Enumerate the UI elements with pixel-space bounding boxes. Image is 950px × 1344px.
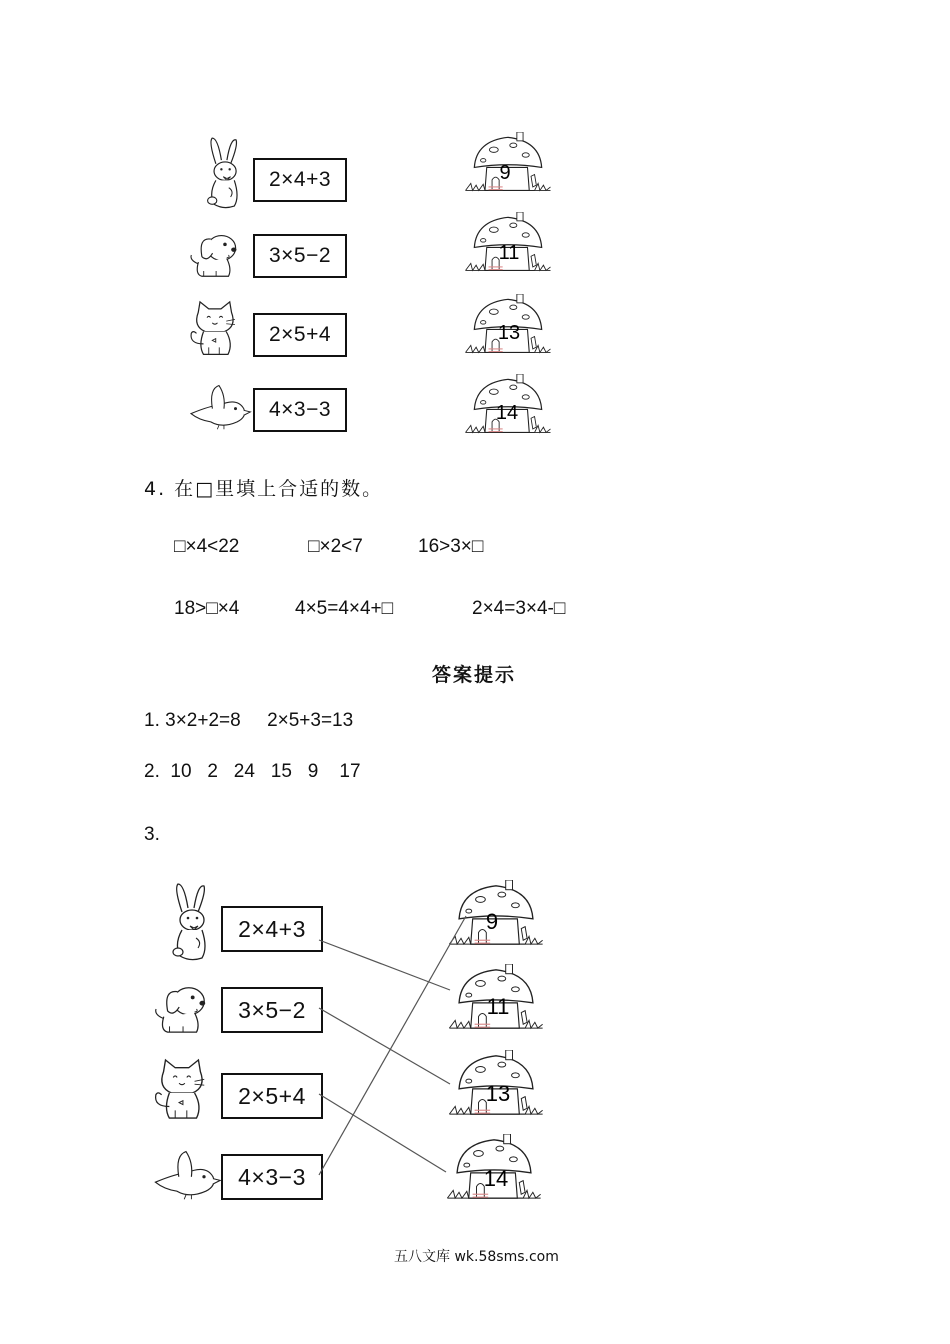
q4-item-3: 16>3×□ xyxy=(418,536,484,557)
answer-3-label: 3. xyxy=(144,824,160,845)
house-number-3: 13 xyxy=(497,322,521,344)
rabbit-icon xyxy=(203,136,249,210)
q4-item-5: 4×5=4×4+□ xyxy=(295,598,394,619)
house-number-4: 14 xyxy=(495,402,519,424)
answer-expression-box-2: 3×5−2 xyxy=(221,987,323,1033)
house-number-2: 11 xyxy=(498,242,520,264)
cat-icon xyxy=(186,300,242,358)
footer-text: 五八文库 wk.58sms.com xyxy=(394,1249,559,1265)
question-4-title: 4. 在□里填上合适的数。 xyxy=(144,478,384,500)
expression-box-3: 2×5+4 xyxy=(253,313,347,357)
answer-house-number-4: 14 xyxy=(483,1166,509,1191)
answer-expression-box-3: 2×5+4 xyxy=(221,1073,323,1119)
bird-icon xyxy=(186,382,252,432)
answer-house-number-2: 11 xyxy=(486,994,510,1019)
answer-house-number-3: 13 xyxy=(485,1081,511,1106)
dog-icon xyxy=(150,982,218,1036)
bird-icon xyxy=(150,1148,222,1202)
answer-expression-box-1: 2×4+3 xyxy=(221,906,323,952)
answer-house-number-1: 9 xyxy=(485,909,499,934)
connection-line-3 xyxy=(319,1094,446,1172)
q4-item-4: 18>□×4 xyxy=(174,598,240,619)
house-number-1: 9 xyxy=(499,162,511,184)
answer-1: 1. 3×2+2=8 2×5+3=13 xyxy=(144,710,354,731)
rabbit-icon xyxy=(168,882,218,962)
connection-line-2 xyxy=(319,1008,450,1084)
q4-item-2: □×2<7 xyxy=(308,536,363,557)
q4-item-6: 2×4=3×4-□ xyxy=(472,598,566,619)
answer-2: 2. 10 2 24 15 9 17 xyxy=(144,761,361,782)
cat-icon xyxy=(150,1058,212,1122)
answer-expression-box-4: 4×3−3 xyxy=(221,1154,323,1200)
expression-box-1: 2×4+3 xyxy=(253,158,347,202)
dog-icon xyxy=(186,230,248,280)
q4-item-1: □×4<22 xyxy=(174,536,240,557)
connection-line-1 xyxy=(319,940,450,990)
expression-box-2: 3×5−2 xyxy=(253,234,347,278)
expression-box-4: 4×3−3 xyxy=(253,388,347,432)
answers-heading: 答案提示 xyxy=(432,664,517,686)
